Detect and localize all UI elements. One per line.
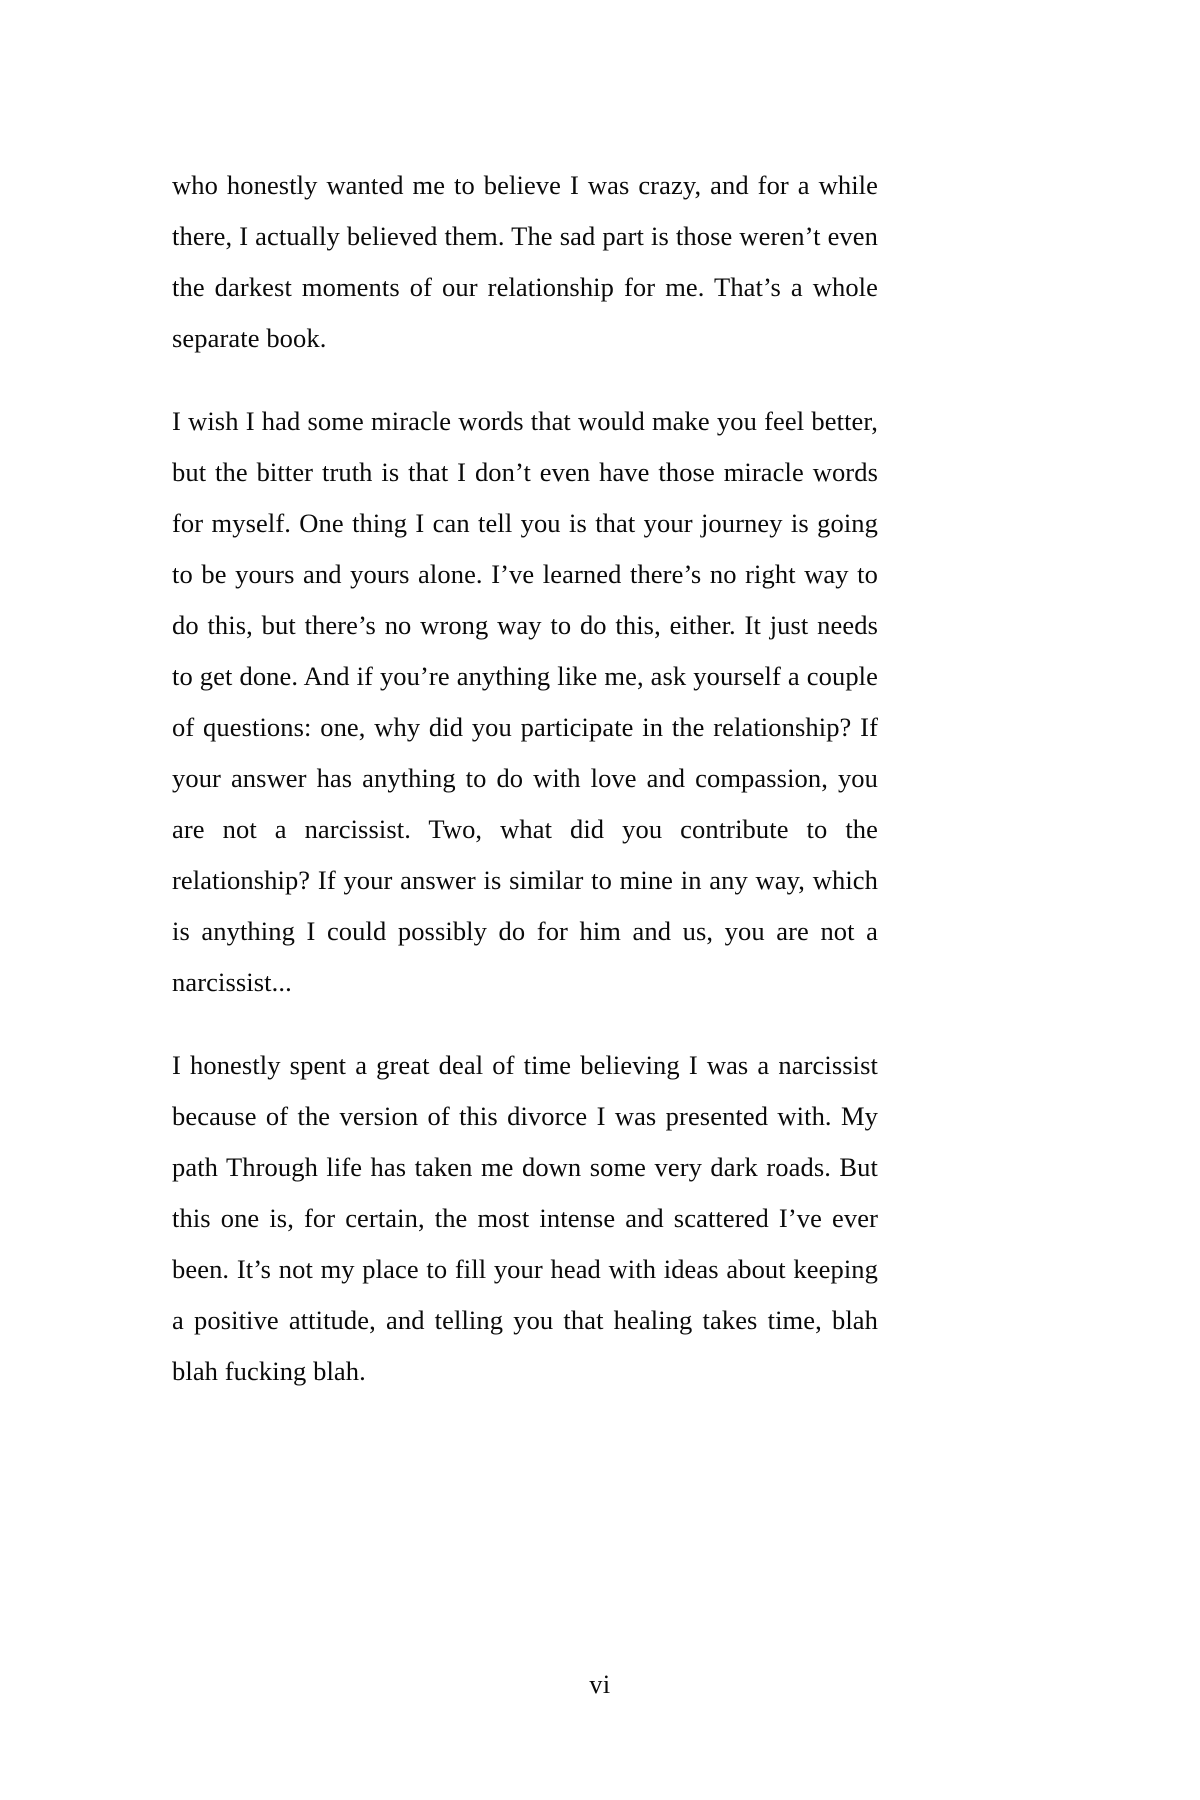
body-paragraph: who honestly wanted me to believe I was crazy, and for a while there, I actually believed them. The sad part is those weren’t even the darkest moments of our relationship for me. That’s a whole separate book. — [172, 170, 878, 353]
body-paragraph: I wish I had some miracle words that would make you feel better, but the bitter truth is that I don’t even have those miracle words for myself. One thing I can tell you is that your journey is going to be yours and yours alone. I’ve learned there’s no right way to do this, but there’s no wrong way to do this, either. It just needs to get done. And if you’re anything like me, ask yourself a couple of questions: one, why did you participate in the relationship? If your answer has anything to do with love and compassion, you are not a narcissist. Two, what did you contribute to the relationship? If your answer is similar to mine in any way, which is anything I could possibly do for him and us, you are not a narcissist... — [172, 406, 878, 997]
body-paragraph: I honestly spent a great deal of time believing I was a narcissist because of the version of this divorce I was presented with. My path Through life has taken me down some very dark roads. But this one is, for certain, the most intense and scattered I’ve ever been. It’s not my place to fill your head with ideas about keeping a positive attitude, and telling you that healing takes time, blah blah fucking blah. — [172, 1050, 878, 1386]
page-text-block — [172, 160, 878, 1397]
page-number: vi — [589, 1670, 611, 1699]
